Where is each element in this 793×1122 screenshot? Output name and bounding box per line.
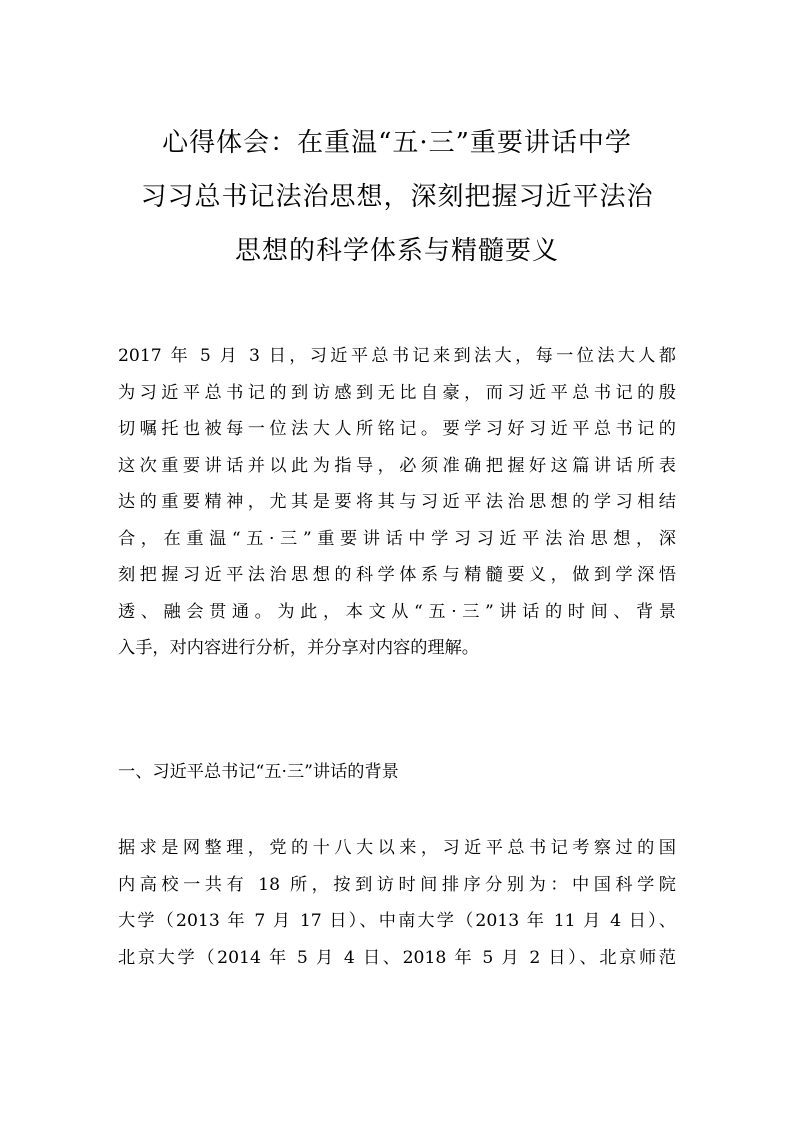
document-title xyxy=(118,116,676,278)
paragraph-line: 合，在重温“五·三”重要讲话中学习习近平法治思想，深 xyxy=(118,528,676,549)
paragraph-line: 大学（2013 年 7 月 17 日）、中南大学（2013 年 11 月 4 日）、 xyxy=(118,911,676,931)
paragraph-line: 这次重要讲话并以此为指导，必须准确把握好这篇讲话所表 xyxy=(118,455,676,476)
paragraph-line: 透、融会贯通。为此，本文从“五·三”讲话的时间、背景 xyxy=(118,601,676,622)
title-line: 心得体会：在重温“五·三”重要讲话中学 xyxy=(162,128,632,158)
paragraph-line: 2017 年 5 月 3 日，习近平总书记来到法大，每一位法大人都 xyxy=(118,346,676,366)
section-heading xyxy=(118,754,676,791)
paragraph-line: 据求是网整理，党的十八大以来，习近平总书记考察过的国 xyxy=(118,838,676,858)
title-line: 思想的科学体系与精髓要义 xyxy=(234,236,559,266)
paragraph-line: 切嘱托也被每一位法大人所铭记。要学习好习近平总书记的 xyxy=(118,419,676,439)
paragraph-line: 北京大学（2014 年 5 月 4 日、2018 年 5 月 2 日）、北京师范 xyxy=(118,947,676,968)
title-line: 习习总书记法治思想，深刻把握习近平法治 xyxy=(140,182,654,212)
paragraph-intro xyxy=(118,338,676,667)
paragraph-background xyxy=(118,830,676,976)
paragraph-line: 达的重要精神，尤其是要将其与习近平法治思想的学习相结 xyxy=(118,492,676,512)
section-heading-text: 一、习近平总书记“五·三”讲话的背景 xyxy=(118,762,399,782)
paragraph-line: 内高校一共有 18 所，按到访时间排序分别为：中国科学院 xyxy=(118,874,676,895)
paragraph-line: 为习近平总书记的到访感到无比自豪，而习近平总书记的殷 xyxy=(118,382,676,403)
paragraph-line: 刻把握习近平法治思想的科学体系与精髓要义，做到学深悟 xyxy=(118,565,676,585)
paragraph-line: 入手，对内容进行分析，并分享对内容的理解。 xyxy=(118,638,479,658)
